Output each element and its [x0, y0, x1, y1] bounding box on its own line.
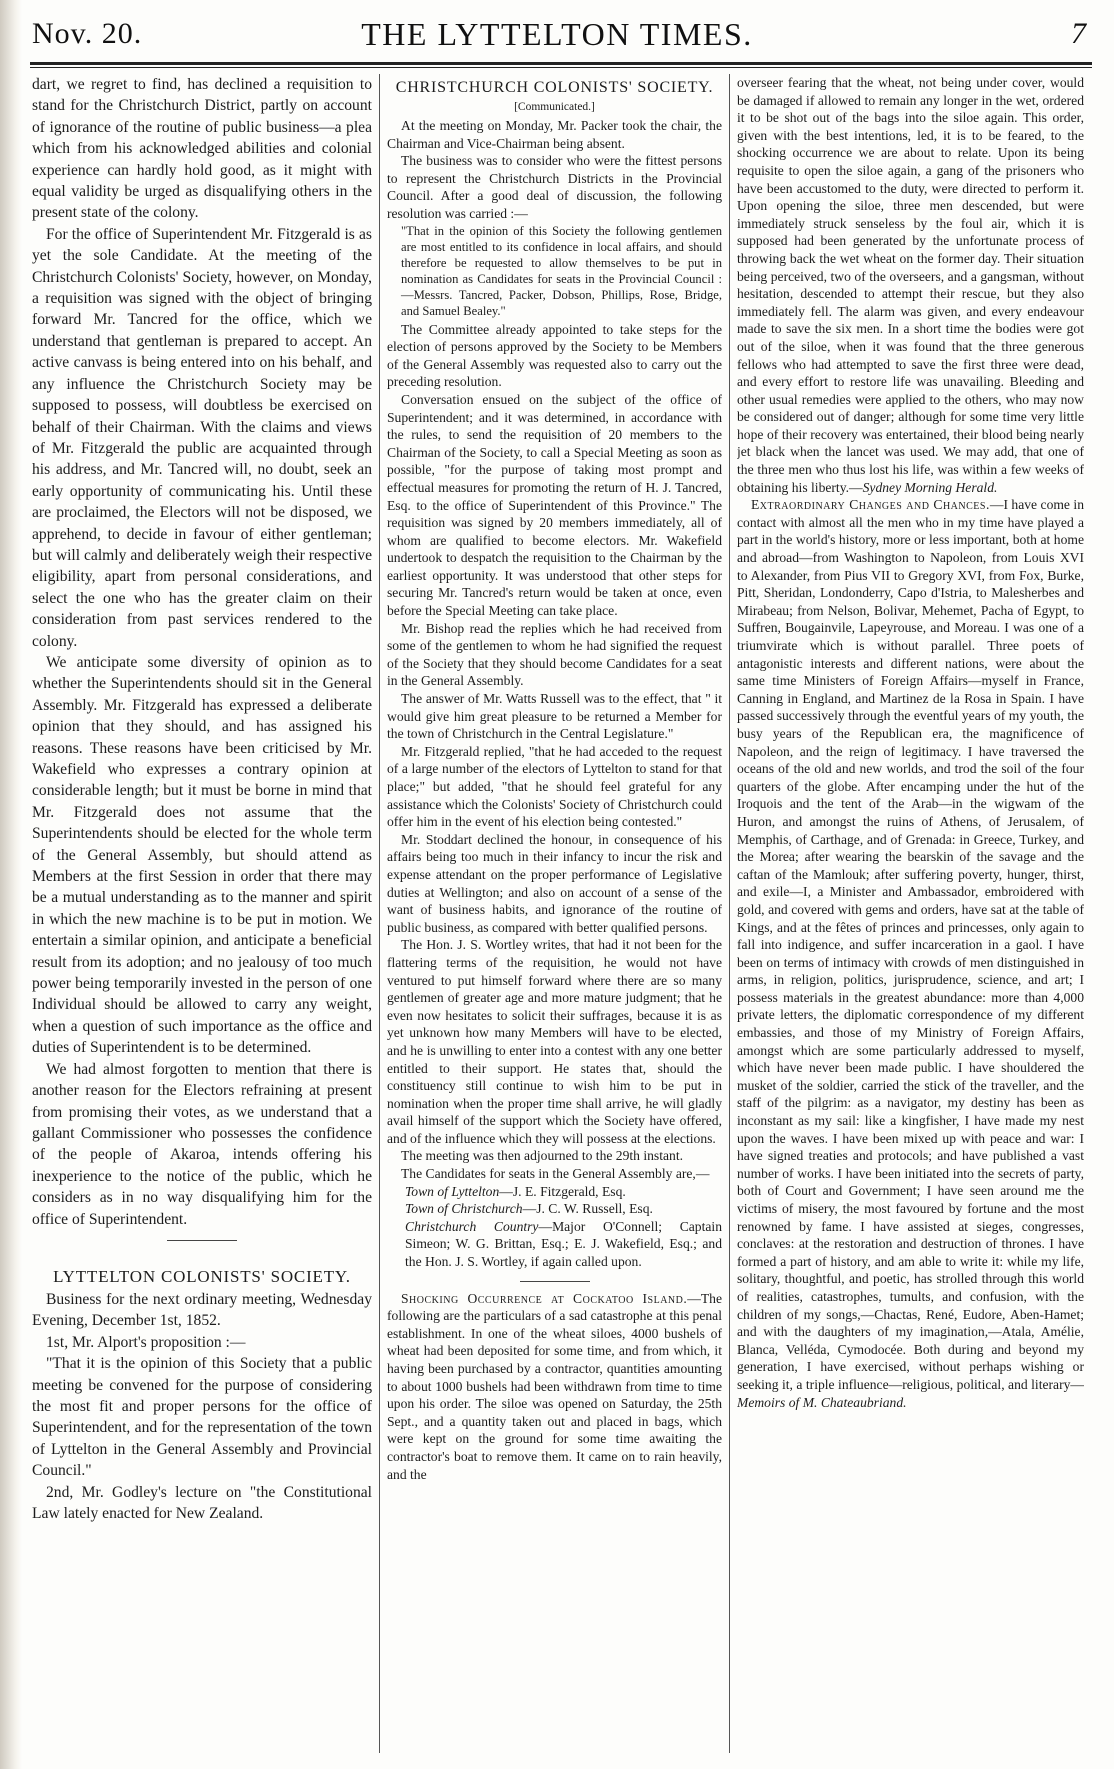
newspaper-title: THE LYTTELTON TIMES.	[361, 16, 753, 52]
article-paragraph: The Committee already appointed to take steps for the election of persons approved by the Society to be Members of the General Assembly was requested also to carry out the preceding resolution.	[387, 321, 722, 390]
source-attribution: Sydney Morning Herald.	[862, 479, 998, 495]
society-item: 2nd, Mr. Godley's lecture on "the Constitutional Law lately enacted for New Zealand.	[32, 1483, 372, 1522]
cockatoo-heading: Shocking Occurrence at Cockatoo Island.	[401, 1290, 688, 1306]
cockatoo-article	[387, 1290, 722, 1484]
candidate-names: —J. E. Fitzgerald, Esq.	[499, 1183, 626, 1199]
article-paragraph: The business was to consider who were the fittest persons to represent the Christchurch Districts in the Provincial Council. After a good deal of discussion, the following resolution was carried :—	[387, 153, 722, 221]
society-notice: Business for the next ordinary meeting, Wednesday Evening, December 1st, 1852.	[32, 1290, 372, 1330]
resolution-quote: "That in the opinion of this Society the following gentlemen are most entitled to its confidence in local affairs, and should therefore be requested to allow themselves to be put in nomination as Candidates for seats in the Provincial Council :—Messrs. Tancred, Packer, Dobson, Phillips, Rose, Bridge, and Samuel Bealey."	[401, 223, 722, 318]
article-paragraph: dart, we regret to find, has declined a requisition to stand for the Christchurch District, partly on account of ignorance of the routine of public business—a plea which from his acknowledged abilities and colonial experience can hardly hold good, as it might with equal validity be urged as disqualifying others in the present state of the colony.	[32, 76, 372, 222]
article-paragraph: For the office of Superintendent Mr. Fitzgerald is as yet the sole Candidate. At the meeting of the Christchurch Colonists' Society, however, on Monday, a requisition was signed with the object of bringing forward Mr. Tancred for the office, which we understand that gentleman is prepared to accept. An active canvass is being entered into on his behalf, and any influence the Christchurch Society may be supposed to possess, will doubtless be exercised on behalf of their Chairman. With the claims and views of Mr. Fitzgerald the public are acquainted through his address, and Mr. Tancred will, no doubt, seek an early opportunity of communicating his. Until these are proclaimed, the Electors will not be disposed, we apprehend, to decide in favour of either gentleman; but will calmly and deliberately weigh their respective eligibility, apart from personal considerations, and select the one who has the greater claim on their consideration from past services rendered to the colony.	[32, 225, 372, 650]
candidate-names: —J. C. W. Russell, Esq.	[522, 1201, 653, 1217]
candidate-place: Christchurch Country	[405, 1218, 539, 1234]
candidates-list	[387, 1183, 722, 1271]
candidate-place: Town of Lyttelton	[405, 1183, 500, 1199]
column-divider	[729, 74, 730, 1753]
article-paragraph: We anticipate some diversity of opinion as to whether the Superintendents should sit in the General Assembly. Mr. Fitzgerald has expressed a deliberate opinion that they should, and has assigned his reasons. These reasons have been criticised by Mr. Wakefield who expresses a contrary opinion at considerable length; but it must be borne in mind that Mr. Fitzgerald does not assume that the Superintendents should be elected for the whole term of the General Assembly, but should attend as Members at the first Session in order that there may be a mutual understanding as to the manner and spirit in which the new machine is to be put in motion. We entertain a similar opinion, and anticipate a beneficial result from its adoption; and no jealousy of too much power being temporarily invested in the person of one Individual should be allowed to carry any weight, when a question of such importance as the office and duties of Superintendent is to be determined.	[32, 653, 372, 1057]
candidate-names: —Major O'Connell; Captain Simeon; W. G. Brittan, Esq.; E. J. Wakefield, Esq.; and the Hon. J. S. Wortley, if again called upon.	[405, 1218, 722, 1270]
article-paragraph: We had almost forgotten to mention that there is another reason for the Electors refraining at present from promising their votes, as we understand that a gallant Commissioner who possesses the confidence of the people of Akaroa, intends offering his inexperience to the notice of the public, which he considers as in no way disqualifying him for the office of Superintendent.	[32, 1060, 372, 1228]
article-paragraph: Mr. Fitzgerald replied, "that he had acceded to the request of a large number of the electors of Lyttelton to stand for that place;" but added, "that he should feel grateful for any assistance which the Colonists' Society of Christchurch could offer him in the event of his election being contested."	[387, 743, 722, 830]
section-heading-christchurch-society: CHRISTCHURCH COLONISTS' SOCIETY.	[395, 79, 714, 96]
section-separator	[520, 1281, 590, 1282]
article-paragraph: At the meeting on Monday, Mr. Packer took the chair, the Chairman and Vice-Chairman being absent.	[387, 118, 722, 151]
header-rule	[30, 62, 1092, 65]
article-paragraph: The answer of Mr. Watts Russell was to the effect, that " it would give him great pleasure to be returned a Member for the town of Christchurch in the Central Legislature."	[387, 691, 722, 742]
column-divider	[379, 74, 380, 1753]
article-paragraph: Mr. Bishop read the replies which he had received from some of the gentlemen to whom he had signified the request of the Society that they should become Candidates for a seat in the General Assembly.	[387, 620, 722, 689]
header-rule-thin	[30, 67, 1092, 68]
society-item-label: 1st, Mr. Alport's proposition :—	[46, 1333, 246, 1351]
column-2	[387, 74, 722, 1753]
cockatoo-text: —The following are the particulars of a sad catastrophe at this penal establishment. In one of the wheat siloes, 4000 bushels of wheat had been deposited for some time, and from which, it having been purchased by a contractor, quantities amounting to about 1000 bushels had been withdrawn from time to time upon his order. The siloe was opened on Saturday, the 25th Sept., and a quantity taken out and placed in bags, which were kept on the ground for some time awaiting the contractor's boat to remove them. It came on to rain heavily, and the	[387, 1290, 722, 1482]
candidate-entry	[387, 1200, 722, 1218]
section-separator	[167, 1240, 237, 1241]
column-3	[737, 74, 1084, 1753]
extraordinary-text: —I have come in contact with almost all the men who in my time have played a part in the world's history, more or less important, both at home and abroad—from Washington to Napoleon, from Louis XVI to Alexander, from Pius VII to Gregory XVI, from Fox, Burke, Pitt, Sheridan, Londonderry, Capo d'Istria, to Malesherbes and Mirabeau; from Nelson, Bolivar, Mehemet, Pacha of Egypt, to Suffren, Bougainvile, Lapeyrouse, and Moreau. I was one of a triumvirate which is without parallel. Three poets of antagonistic interests and different nations, were about the same time Ministers of Foreign Affairs—myself in France, Canning in England, and Martinez de la Rosa in Spain. I have passed successively through the eventful years of my youth, the busy years of the Republican era, the magnificence of Napoleon, and the reign of legitimacy. I have traversed the oceans of the old and new worlds, and trod the soil of the four quarters of the globe. After encamping under the hut of the Iroquois and the tent of the Arab—in the wigwam of the Huron, and amongst the ruins of Athens, of Jerusalem, of Memphis, of Carthage, and of Grenada: in Greece, Turkey, and the Morea; after wearing the bearskin of the savage and the caftan of the Mamlouk; after suffering poverty, hunger, thirst, and exile—I, a Minister and Ambassador, embroidered with gold, and covered with gems and orders, have sat at the table of Kings, and at the fêtes of princes and princesses, only again to fall into indigence, and suffer incarceration in a gaol. I have been on terms of intimacy with crowds of men distinguished in arms, in religion, politics, jurisprudence, science, and art; I possess materials in the greatest abundance: more than 4,000 private letters, the diplomatic correspondence of my different embassies, and those of my Ministry of Foreign Affairs, amongst which are some particularly addressed to myself, which have never been made public. I have shouldered the musket of the soldier, carried the stick of the traveller, and the staff of the pilgrim: as a navigator, my destiny has been as inconstant as my sail: like a kingfisher, I have made my nest upon the waves. I have been mixed up with peace and war: I have signed treaties and protocols; and have published a vast number of works. I have been initiated into the secrets of party, both of Court and Government; I have seen around me the victims of misery, the most favoured by fortune and the most renowned by fame. I have assisted at sieges, congresses, conclaves: at the restoration and destruction of thrones. I have formed a part of history, and am able to write it: while my life, solitary, thoughtful, and poetic, has strolled through this world of realities, catastrophes, tumults, and confusion, with the children of my songs,—Chactas, René, Eudore, Aben-Hamet; and with the daughters of my imagination,—Atala, Amélie, Blanca, Velléda, Cymodocée. Both during and beyond my generation, I have exercised, without perhaps wishing or seeking it, a triple influence—religious, political, and literary—	[737, 497, 1084, 1392]
communicated-note: [Communicated.]	[514, 101, 595, 113]
article-paragraph: The Hon. J. S. Wortley writes, that had it not been for the flattering terms of the requisition, he would not have ventured to put himself forward where there are so many gentlemen of greater age and more mature judgment; that he even now hesitates to solicit their suffrages, because it is as yet unknown how many Members will have to be elected, and he is unwilling to enter into a contest with any one better entitled to their support. He states that, should the constituency still continue to wish him to be put in nomination when the proper time shall arrive, he will gladly avail himself of the support which the Society have offered, and of the influence which they will possess at the elections.	[387, 937, 722, 1146]
chateaubriand-article	[737, 496, 1084, 1411]
column-1	[32, 74, 372, 1753]
candidate-place: Town of Christchurch	[405, 1201, 523, 1217]
section-heading-lyttelton-society: LYTTELTON COLONISTS' SOCIETY.	[53, 1266, 351, 1286]
article-paragraph: The meeting was then adjourned to the 29th instant.	[401, 1148, 684, 1164]
cockatoo-continued	[737, 74, 1084, 496]
extraordinary-heading: Extraordinary Changes and Chances.	[751, 497, 990, 513]
source-attribution: Memoirs of M. Chateaubriand.	[737, 1394, 907, 1410]
candidate-entry	[387, 1218, 722, 1271]
article-paragraph: Mr. Stoddart declined the honour, in consequence of his affairs being too much in their infancy to incur the risk and expense attendant on the proper performance of Legislative duties at Wellington; and also on account of a sense of the want of business habits, and ignorance of the routine of public business, as compared with better qualified persons.	[387, 831, 722, 935]
page-number: 7	[1071, 17, 1086, 50]
article-paragraph: The Candidates for seats in the General Assembly are,—	[401, 1166, 710, 1182]
article-paragraph: Conversation ensued on the subject of the office of Superintendent; and it was determined, in accordance with the rules, to send the requisition of 20 members to the Chairman of the Society, to call a Special Meeting as soon as possible, "for the purpose of taking most prompt and effectual measures for promoting the return of H. J. Tancred, Esq. to the office of Superintendent of this Province." The requisition was signed by 20 members immediately, all of whom are qualified to become electors. Mr. Wakefield undertook to despatch the requisition to the Chairman by the earliest opportunity. It was understood that other steps for securing Mr. Tancred's return would be taken at once, even before the Special Meeting can take place.	[387, 391, 722, 619]
binding-edge	[0, 0, 22, 1769]
cockatoo-continued-text: overseer fearing that the wheat, not being under cover, would be damaged if allowed to remain any longer in the wet, ordered it to be shot out of the bags into the siloe again. This order, given with the best intentions, led, it is to be feared, to the shocking occurrence we are about to relate. Upon its being requisite to open the siloe again, a gang of the prisoners who have been accustomed to the duty, were directed to perform it. Upon opening the siloe, three men descended, but were immediately struck senseless by the foul air, which it is supposed had been generated by the unfortunate process of throwing back the wet wheat on the former day. Their situation being perceived, two of the overseers, and a gangsman, without hesitation, descended to attempt their rescue, but they also immediately fell. The alarm was given, and every endeavour made to save the six men. In a short time the bodies were got out of the siloe, when it was found that the three generous fellows who had attempted to save the first three were dead, and every effort to restore life was unavailing. Bleeding and other usual remedies were applied to the others, who may now be considered out of danger; although for some time very little hope of their recovery was entertained, their blood being nearly jet black when the lancet was used. We may add, that one of the three men who thus lost his life, was within a few weeks of obtaining his liberty.—	[737, 75, 1084, 495]
issue-date: Nov. 20.	[32, 17, 143, 50]
society-item-quote: "That it is the opinion of this Society that a public meeting be convened for the purpose of considering the most fit and proper persons for the office of Superintendent, and for the representation of the town of Lyttelton in the General Assembly and Provincial Council."	[32, 1355, 372, 1480]
candidate-entry	[387, 1183, 722, 1201]
